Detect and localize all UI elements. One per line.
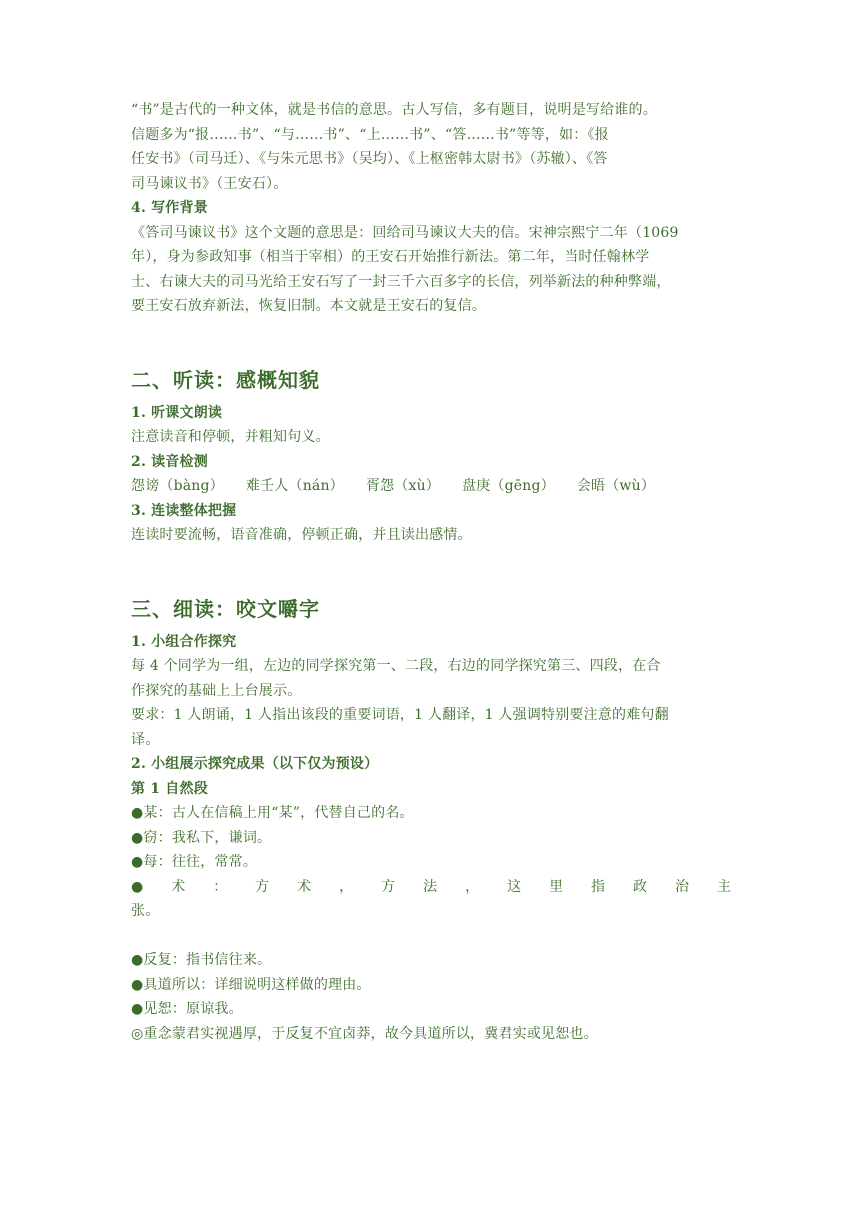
text-line: 每 4 个同学为一组，左边的同学探究第一、二段，右边的同学探究第三、四段，在合: [131, 658, 661, 674]
text-line: 任安书》（司马迁）、《与朱元思书》（吴均）、《上枢密韩太尉书》（苏辙）、《答: [131, 151, 608, 167]
bullet-item: ●见恕：原谅我。: [131, 1001, 243, 1017]
item-text: 注意读音和停顿，并粗知句义。: [131, 429, 330, 445]
pinyin-item: 胥怨（xù）: [365, 478, 440, 494]
text-line: 年），身为参政知事（相当于宰相）的王安石开始推行新法。第二年，当时任翰林学: [131, 249, 650, 265]
text-line: 要求：1 人朗诵，1 人指出该段的重要词语，1 人翻译，1 人强调特别要注意的难句翻: [131, 707, 669, 723]
item-heading: 3. 连读整体把握: [131, 502, 237, 519]
bullet-item: ●窃：我私下，谦词。: [131, 829, 272, 846]
example-sentence: ◎重念蒙君实视遇厚，于反复不宜卤莽，故今具道所以，冀君实或见恕也。: [131, 1025, 598, 1042]
char: ，: [465, 878, 480, 895]
text-line: 要王安石放弃新法，恢复旧制。本文就是王安石的复信。: [131, 298, 486, 314]
char: 指: [591, 878, 606, 895]
item-heading: 2. 读音检测: [131, 453, 208, 470]
writing-background-paragraph: [131, 221, 731, 319]
char: 术: [171, 878, 186, 895]
char: 这: [507, 878, 522, 895]
item-text: 连读时要流畅，语音准确，停顿正确，并且读出感情。: [131, 527, 472, 543]
justified-bullet-line: [131, 875, 731, 900]
char: 法: [423, 878, 438, 895]
pinyin-list: [131, 474, 731, 499]
char: 主: [717, 878, 731, 895]
text-line: 士、右谏大夫的司马光给王安石写了一封三千六百多字的长信，列举新法的种种弊端，: [131, 273, 671, 290]
blank-line: [131, 924, 731, 949]
text-line: 《答司马谏议书》这个文题的意思是：回给司马谏议大夫的信。宋神宗熙宁二年（1069: [131, 224, 679, 241]
text-line: “书”是古代的一种文体，就是书信的意思。古人写信，多有题目，说明是写给谁的。: [131, 102, 657, 118]
char: 方: [255, 878, 270, 895]
char: ，: [339, 878, 354, 895]
pinyin-item: 难壬人（nán）: [245, 478, 344, 494]
char: ：: [213, 878, 228, 895]
item-heading: 2. 小组展示探究成果（以下仅为预设）: [131, 756, 379, 772]
char: 治: [675, 878, 690, 895]
text-line: 译。: [131, 731, 160, 748]
paragraph-heading: 第 1 自然段: [131, 780, 208, 797]
text-line: 张。: [131, 903, 160, 919]
text-line: 信题多为“报……书”、“与……书”、“上……书”、“答……书”等等，如：《报: [131, 126, 609, 143]
item-heading: 1. 小组合作探究: [131, 633, 237, 650]
section-3-title: 三、细读：咬文嚼字: [131, 596, 320, 621]
writing-background-heading: 4. 写作背景: [131, 200, 208, 216]
text-line: 作探究的基础上上台展示。: [131, 682, 302, 699]
char: 里: [549, 878, 564, 895]
pinyin-item: 盘庚（gēng）: [462, 478, 555, 494]
document-page: [131, 98, 731, 1046]
bullet-item: ●某：古人在信稿上用“某”，代替自己的名。: [131, 805, 414, 821]
char: 方: [381, 878, 396, 895]
item-heading: 1. 听课文朗读: [131, 404, 223, 421]
char: ●: [131, 878, 144, 895]
bullet-item: ●具道所以：详细说明这样做的理由。: [131, 976, 371, 993]
char: 术: [297, 878, 312, 895]
text-line: 司马谏议书》（王安石）。: [131, 175, 288, 192]
bullet-item: ●每：往往，常常。: [131, 854, 258, 870]
bullet-item: ●反复：指书信往来。: [131, 952, 272, 968]
pinyin-item: 会晤（wù）: [576, 478, 656, 494]
char: 政: [633, 878, 648, 895]
intro-paragraph: [131, 98, 731, 196]
section-2-title: 二、听读：感概知貌: [131, 367, 320, 392]
pinyin-item: 怨谤（bàng）: [131, 478, 224, 494]
